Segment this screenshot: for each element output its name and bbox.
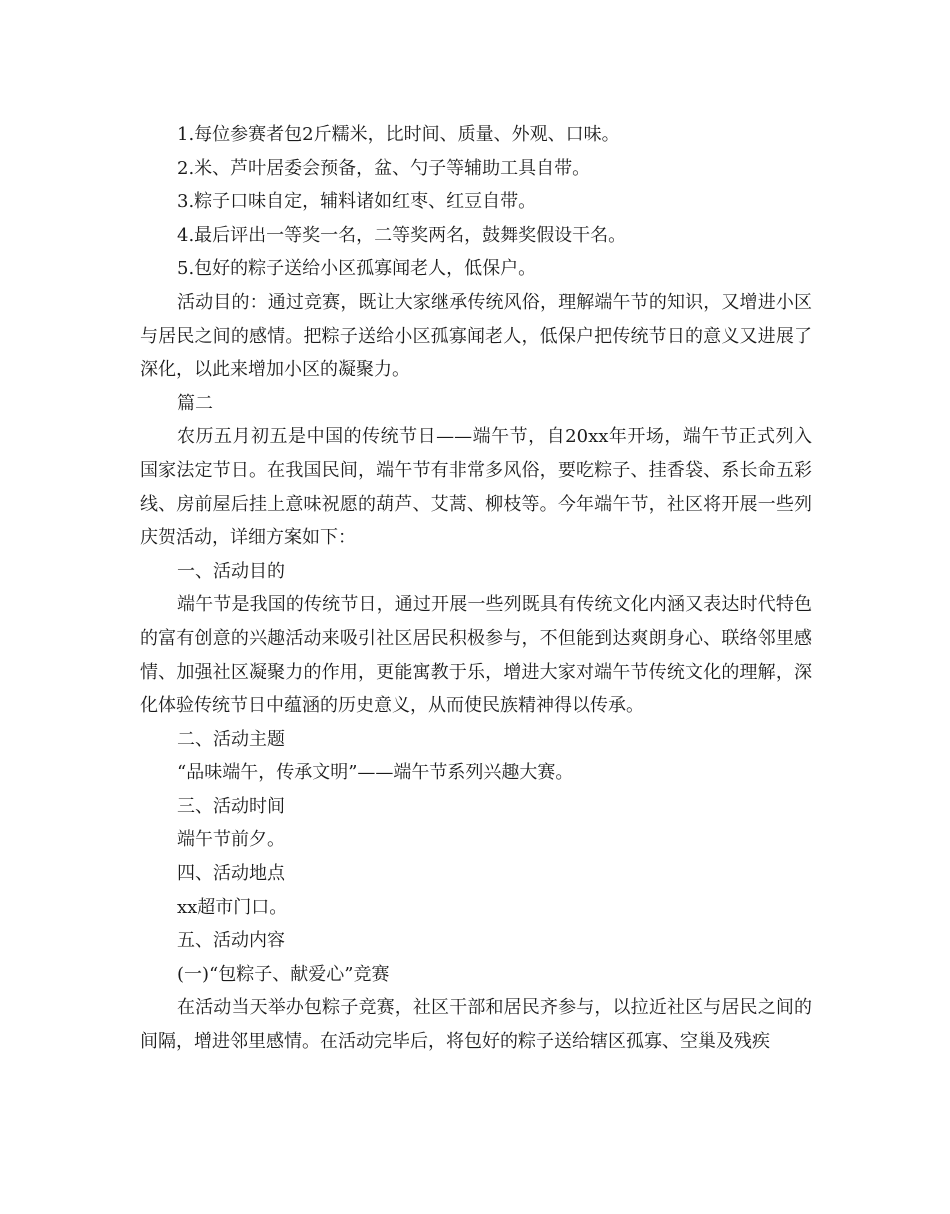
document-body [140,118,812,1059]
content-body: 在活动当天举办包粽子竞赛，社区干部和居民齐参与，以拉近社区与居民之间的间隔，增进邻里感情。在活动完毕后，将包好的粽子送给辖区孤寡、空巢及残疾 [140,997,812,1053]
intro-paragraph: 农历五月初五是中国的传统节日——端午节，自20xx年开场，端午节正式列入国家法定节日。在我国民间，端午节有非常多风俗，要吃粽子、挂香袋、系长命五彩线、房前屋后挂上意味祝愿的葫芦、艾蒿、柳枝等。今年端午节，社区将开展一些列庆贺活动，详细方案如下： [140,426,812,549]
rule-item-5: 5.包好的粽子送给小区孤寡闻老人，低保户。 [177,258,537,280]
content-subheading: (一)“包粽子、献爱心”竞赛 [177,963,390,985]
heading-time: 三、活动时间 [177,795,285,817]
theme-body: “品味端午，传承文明”——端午节系列兴趣大赛。 [177,762,574,784]
heading-content: 五、活动内容 [177,930,285,952]
purpose-body: 端午节是我国的传统节日，通过开展一些列既具有传统文化内涵又表达时代特色的富有创意的兴趣活动来吸引社区居民积极参与，不但能到达爽朗身心、联络邻里感情、加强社区凝聚力的作用，更能寓教于乐，增进大家对端午节传统文化的理解，深化体验传统节日中蕴涵的历史意义，从而使民族精神得以传承。 [140,594,812,717]
time-body: 端午节前夕。 [177,829,285,851]
rule-item-3: 3.粽子口味自定，辅料诸如红枣、红豆自带。 [177,191,537,213]
heading-purpose: 一、活动目的 [177,560,285,582]
section-title: 篇二 [177,392,213,414]
rule-item-2: 2.米、芦叶居委会预备，盆、勺子等辅助工具自带。 [177,157,591,179]
rule-item-4: 4.最后评出一等奖一名，二等奖两名，鼓舞奖假设干名。 [177,224,627,246]
location-body: xx超市门口。 [177,896,288,918]
rule-item-1: 1.每位参赛者包2斤糯米，比时间、质量、外观、口味。 [177,124,620,145]
purpose-paragraph: 活动目的：通过竞赛，既让大家继承传统风俗，理解端午节的知识，又增进小区与居民之间的感情。把粽子送给小区孤寡闻老人，低保户把传统节日的意义又进展了深化，以此来增加小区的凝聚力。 [140,291,812,381]
heading-location: 四、活动地点 [177,863,285,885]
heading-theme: 二、活动主题 [177,728,285,750]
